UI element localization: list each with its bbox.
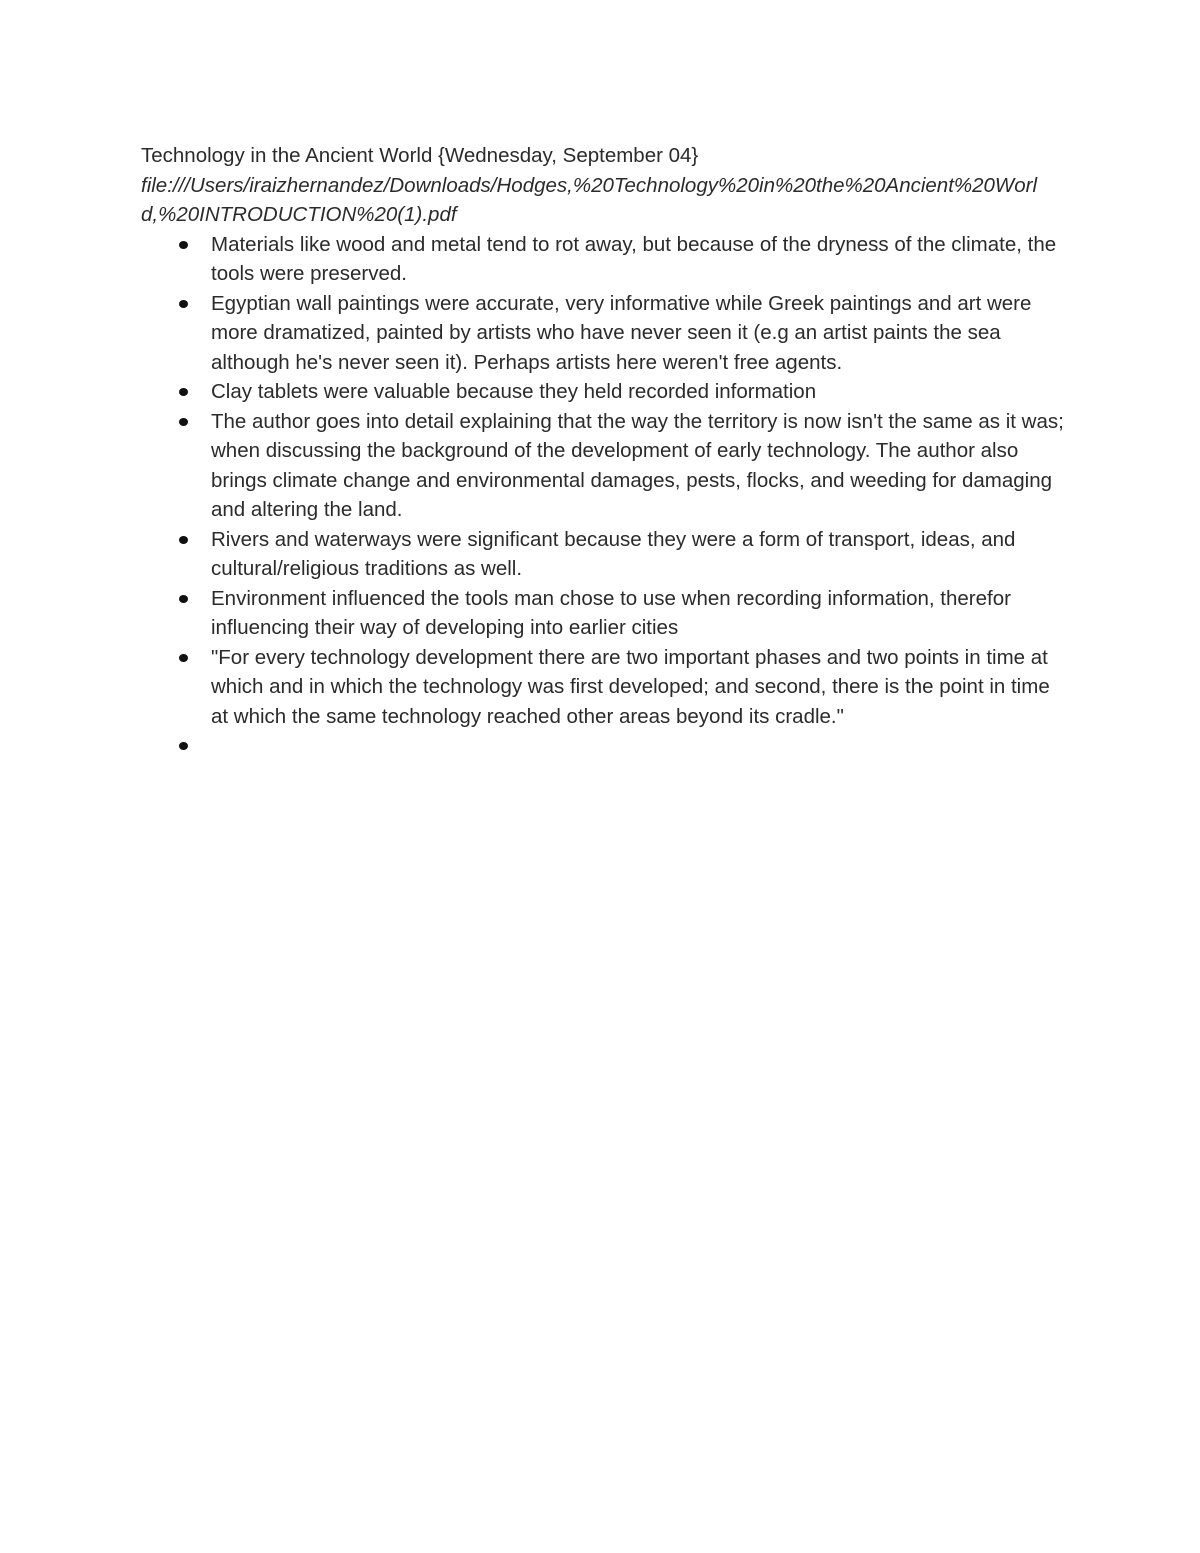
list-item (141, 289, 1071, 378)
notes-list (141, 230, 1071, 761)
list-item (141, 584, 1071, 643)
bullet-icon (179, 418, 188, 426)
bullet-icon (179, 536, 188, 544)
list-item-text: Egyptian wall paintings were accurate, very informative while Greek paintings and art were more dramatized, painted by artists who have never seen it (e.g an artist paints the sea although he's never seen it). Perhaps artists here weren't free agents. (211, 291, 1032, 374)
bullet-icon (179, 595, 188, 603)
list-item-text: Materials like wood and metal tend to rot away, but because of the dryness of the climate, the tools were preserved. (211, 232, 1057, 285)
list-item (141, 377, 1071, 407)
document-content (141, 141, 1071, 761)
page-title: Technology in the Ancient World {Wednesday, September 04} (141, 144, 699, 167)
bullet-icon (179, 241, 188, 249)
list-item (141, 643, 1071, 732)
bullet-icon (179, 388, 188, 396)
file-link[interactable]: file:///Users/iraizhernandez/Downloads/Hodges,%20Technology%20in%20the%20Ancient%20World,%20INTRODUCTION%20(1).pdf (141, 173, 1038, 226)
list-item (141, 407, 1071, 525)
list-item (141, 731, 1071, 761)
bullet-icon (179, 742, 188, 750)
list-item-text: Rivers and waterways were significant because they were a form of transport, ideas, and cultural/religious traditions as well. (211, 527, 1016, 580)
bullet-icon (179, 654, 188, 662)
list-item (141, 230, 1071, 289)
list-item-text: Clay tablets were valuable because they held recorded information (211, 380, 817, 403)
bullet-icon (179, 300, 188, 308)
list-item-text: The author goes into detail explaining that the way the territory is now isn't the same as it was; when discussing the background of the development of early technology. The author also brings climate change and environmental damages, pests, flocks, and weeding for damaging and altering the land. (211, 409, 1064, 521)
list-item-text: "For every technology development there are two important phases and two points in time at which and in which the technology was first developed; and second, there is the point in time at which the same technology reached other areas beyond its cradle." (211, 645, 1050, 728)
list-item (141, 525, 1071, 584)
list-item-text: Environment influenced the tools man chose to use when recording information, therefor influencing their way of developing into earlier cities (211, 586, 1011, 639)
